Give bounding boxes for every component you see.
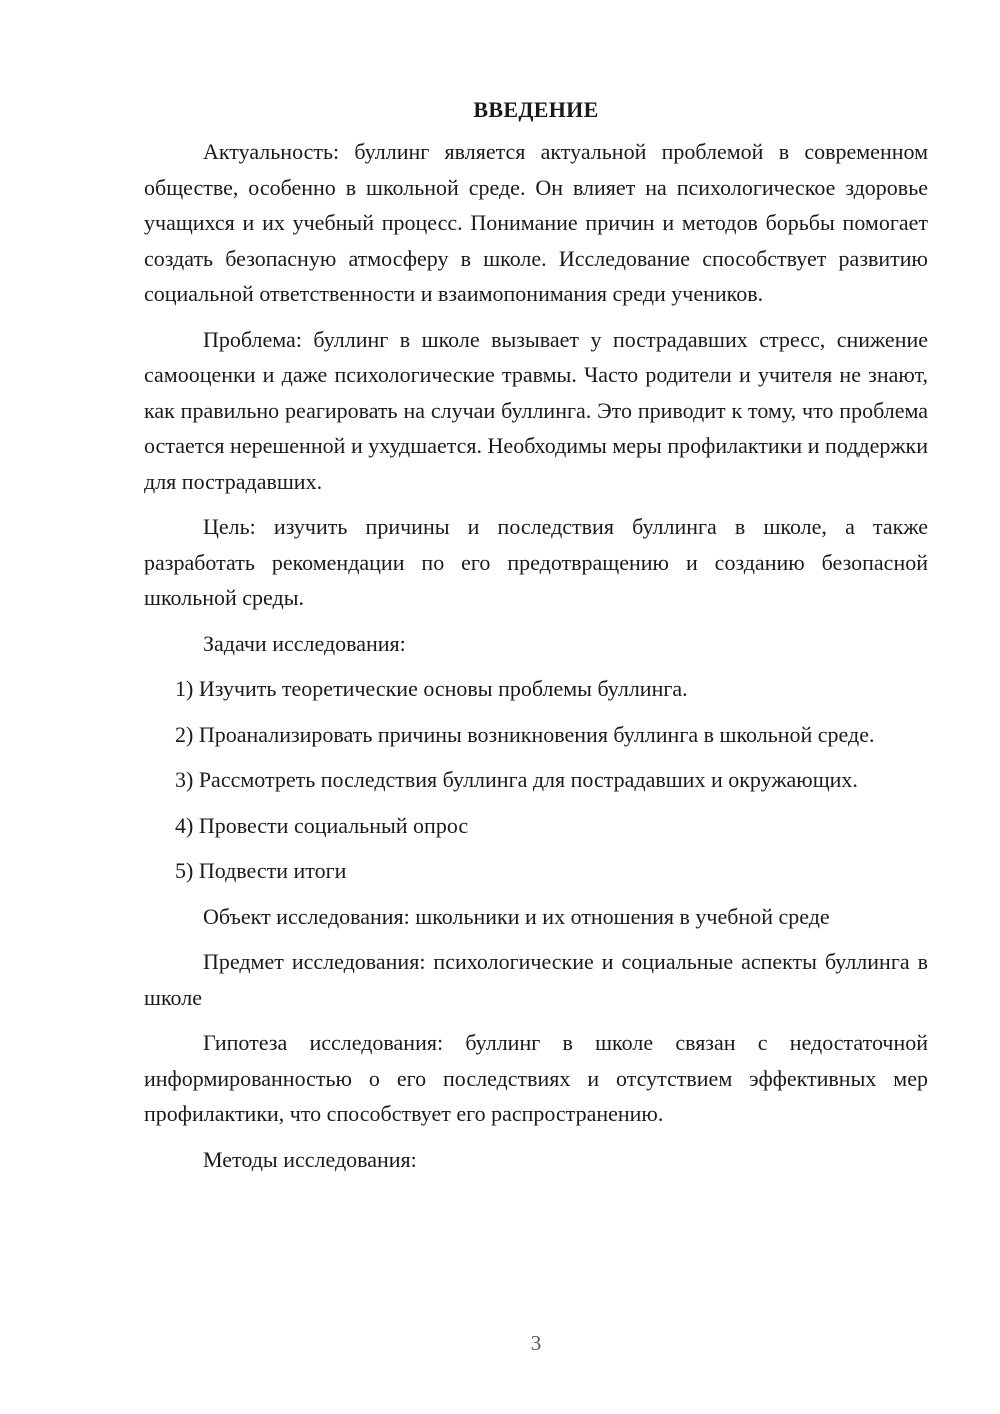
subject-paragraph: Предмет исследования: психологические и социальные аспекты буллинга в школе bbox=[144, 949, 928, 1010]
task-item-5: 5) Подвести итоги bbox=[175, 858, 347, 883]
task-item-4: 4) Провести социальный опрос bbox=[175, 812, 469, 838]
task-item-3: 3) Рассмотреть последствия буллинга для пострадавших и окружающих. bbox=[175, 767, 858, 792]
document-page bbox=[144, 92, 928, 1187]
task-item-1: 1) Изучить теоретические основы проблемы буллинга. bbox=[175, 676, 688, 701]
relevance-paragraph: Актуальность: буллинг является актуальной проблемой в современном обществе, особенно в школьной среде. Он влияет на психологическое здоровье учащихся и их учебный процесс. Понимание причин и методов борьбы помогает создать безопасную атмосферу в школе. Исследование способствует развитию социальной ответственности и взаимопонимания среди учеников. bbox=[144, 139, 928, 306]
goal-paragraph: Цель: изучить причины и последствия буллинга в школе, а также разработать рекомендации по его предотвращению и созданию безопасной школьной среды. bbox=[144, 514, 928, 610]
tasks-heading: Задачи исследования: bbox=[203, 630, 406, 656]
problem-paragraph: Проблема: буллинг в школе вызывает у пострадавших стресс, снижение самооценки и даже психологические травмы. Часто родители и учителя не знают, как правильно реагировать на случаи буллинга. Это приводит к тому, что проблема остается нерешенной и ухудшается. Необходимы меры профилактики и поддержки для пострадавших. bbox=[144, 326, 928, 494]
page-title: ВВЕДЕНИЕ bbox=[473, 97, 599, 122]
methods-heading: Методы исследования: bbox=[203, 1146, 417, 1172]
page-number: 3 bbox=[530, 1331, 542, 1355]
object-paragraph: Объект исследования: школьники и их отношения в учебной среде bbox=[203, 903, 830, 929]
hypothesis-paragraph: Гипотеза исследования: буллинг в школе связан с недостаточной информированностью о его последствиях и отсутствием эффективных мер профилактики, что способствует его распространению. bbox=[144, 1030, 928, 1126]
task-item-2: 2) Проанализировать причины возникновения буллинга в школьной среде. bbox=[175, 721, 875, 747]
